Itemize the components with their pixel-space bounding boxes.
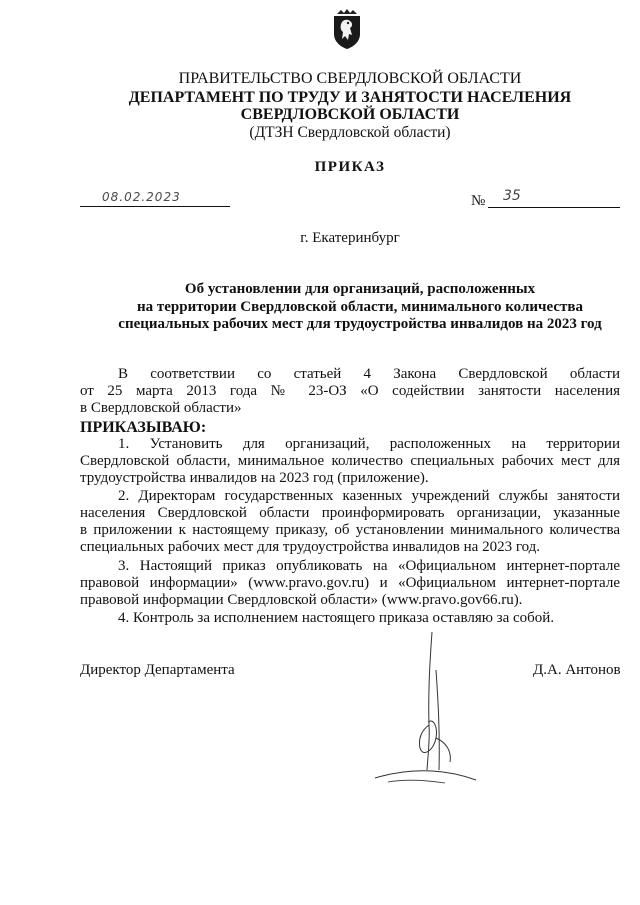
preamble xyxy=(80,366,620,417)
number-label: № xyxy=(471,193,486,209)
signer-name: Д.А. Антонов xyxy=(533,662,621,678)
document-type: ПРИКАЗ xyxy=(314,159,386,175)
signature-icon xyxy=(370,630,480,790)
order-title-line: Об установлении для организаций, расположенных xyxy=(184,281,536,297)
date-underline xyxy=(80,206,230,207)
item-line: населения Свердловской области проинформировать организации, указанные xyxy=(80,505,620,521)
item-line: в приложении к настоящему приказу, об установлении минимального количества xyxy=(80,522,620,538)
preamble-line: В соответствии со статьей 4 Закона Свердловской области xyxy=(118,366,620,382)
item-3 xyxy=(80,558,620,609)
number-underline xyxy=(488,207,620,208)
department-abbreviation: (ДТЗН Свердловской области) xyxy=(249,124,451,141)
item-4 xyxy=(80,610,620,627)
item-line: правовой информации Свердловской области» (www.pravo.gov66.ru). xyxy=(80,592,523,608)
item-line: Свердловской области, минимальное количество специальных рабочих мест для xyxy=(80,453,620,469)
preamble-line: в Свердловской области» xyxy=(80,400,242,416)
decree-word: ПРИКАЗЫВАЮ: xyxy=(80,419,207,436)
item-line: трудоустройства инвалидов на 2023 год (приложение). xyxy=(80,470,429,486)
department-name-line1: ДЕПАРТАМЕНТ ПО ТРУДУ И ЗАНЯТОСТИ НАСЕЛЕНИЯ xyxy=(128,89,572,106)
item-line: 1. Установить для организаций, расположенных на территории xyxy=(118,436,620,452)
order-title-line: специальных рабочих мест для трудоустройства инвалидов на 2023 год xyxy=(118,316,602,332)
item-line: специальных рабочих мест для трудоустройства инвалидов на 2023 год. xyxy=(80,539,541,555)
department-name-line2: СВЕРДЛОВСКОЙ ОБЛАСТИ xyxy=(240,106,460,123)
preamble-line: от 25 марта 2013 года № 23-ОЗ «О содействии занятости населения xyxy=(80,383,620,399)
order-date: 08.02.2023 xyxy=(102,190,181,204)
item-2 xyxy=(80,488,620,556)
item-line: 3. Настоящий приказ опубликовать на «Официальном интернет-портале xyxy=(118,558,620,574)
item-1 xyxy=(80,436,620,487)
item-line: 2. Директорам государственных казенных учреждений службы занятости xyxy=(118,488,620,504)
government-name: ПРАВИТЕЛЬСТВО СВЕРДЛОВСКОЙ ОБЛАСТИ xyxy=(178,70,522,87)
order-number: 35 xyxy=(503,188,521,204)
signer-position: Директор Департамента xyxy=(80,662,235,678)
order-title xyxy=(80,281,640,334)
coat-of-arms-icon xyxy=(331,8,363,50)
city: г. Екатеринбург xyxy=(300,230,400,246)
order-title-line: на территории Свердловской области, минимального количества xyxy=(137,298,583,315)
item-line: правовой информации» (www.pravo.gov.ru) и «Официальном интернет-портале xyxy=(80,575,620,591)
item-line: 4. Контроль за исполнением настоящего приказа оставляю за собой. xyxy=(118,610,555,626)
